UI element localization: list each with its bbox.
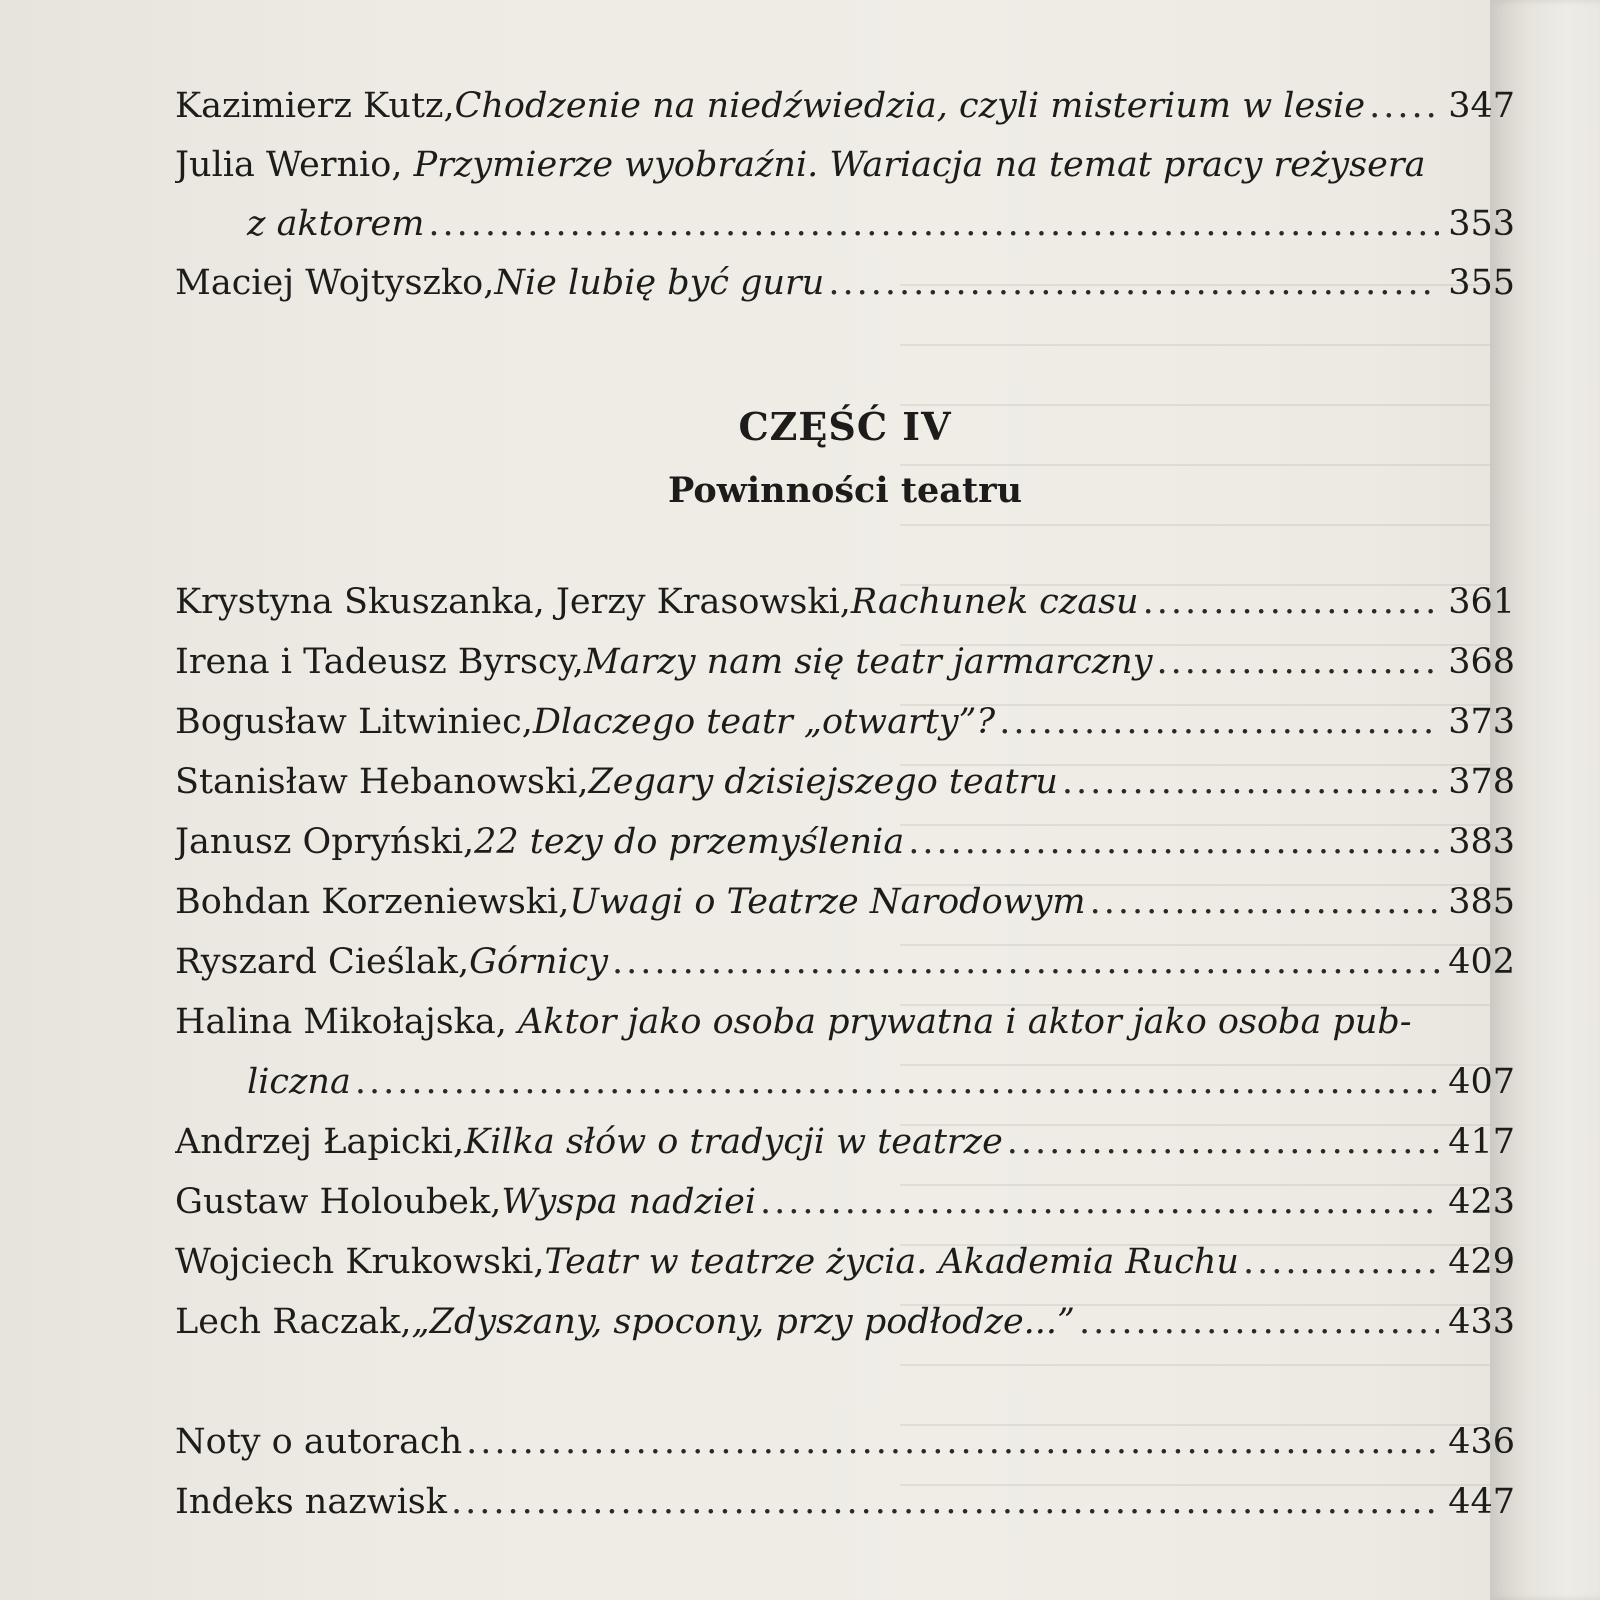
entry-page: 353 bbox=[1448, 204, 1515, 244]
entry-title: Aktor jako osoba prywatna i aktor jako osoba pub- bbox=[517, 1002, 1412, 1042]
toc-entry bbox=[175, 1120, 1515, 1164]
entry-title: Teatr w teatrze życia. Akademia Ruchu bbox=[544, 1242, 1239, 1282]
entry-title: 22 tezy do przemyślenia bbox=[474, 822, 905, 862]
toc-entry bbox=[175, 1000, 1515, 1104]
toc-entry bbox=[175, 640, 1515, 684]
entry-page: 361 bbox=[1448, 582, 1515, 622]
entry-author: Bohdan Korzeniewski, bbox=[175, 882, 570, 922]
entry-author: Lech Raczak, bbox=[175, 1302, 412, 1342]
dot-leader bbox=[1079, 1300, 1439, 1344]
toc-entry bbox=[175, 1180, 1515, 1224]
entry-title: Kilka słów o tradycji w teatrze bbox=[464, 1122, 1003, 1162]
entry-label: Indeks nazwisk bbox=[175, 1482, 447, 1522]
toc-entry bbox=[175, 1240, 1515, 1284]
toc-entry bbox=[175, 760, 1515, 804]
entry-title: Nie lubię być guru bbox=[494, 263, 825, 303]
entry-author: Irena i Tadeusz Byrscy, bbox=[175, 642, 584, 682]
dot-leader bbox=[999, 700, 1439, 744]
entry-title: Zegary dzisiejszego teatru bbox=[588, 762, 1058, 802]
dot-leader bbox=[466, 1420, 1439, 1464]
entry-author: Wojciech Krukowski, bbox=[175, 1242, 545, 1282]
entry-page: 407 bbox=[1448, 1062, 1515, 1102]
toc-entry bbox=[175, 700, 1515, 744]
toc-entry bbox=[175, 261, 1515, 305]
entry-author: Ryszard Cieślak, bbox=[175, 942, 470, 982]
dot-leader bbox=[1369, 84, 1439, 128]
dot-leader bbox=[428, 202, 1439, 246]
entry-page: 433 bbox=[1448, 1302, 1515, 1342]
entry-page: 383 bbox=[1448, 822, 1515, 862]
dot-leader bbox=[355, 1060, 1439, 1104]
entry-author: Stanisław Hebanowski, bbox=[175, 762, 589, 802]
entry-author: Krystyna Skuszanka, Jerzy Krasowski, bbox=[175, 582, 851, 622]
table-of-contents bbox=[175, 0, 1515, 1600]
entry-author: Bogusław Litwiniec, bbox=[175, 702, 533, 742]
entry-page: 368 bbox=[1448, 642, 1515, 682]
entry-author: Halina Mikołajska, bbox=[175, 1002, 518, 1042]
dot-leader bbox=[1243, 1240, 1439, 1284]
entry-page: 373 bbox=[1448, 702, 1515, 742]
entry-title: Wyspa nadziei bbox=[501, 1182, 757, 1222]
entry-page: 417 bbox=[1448, 1122, 1515, 1162]
entry-title-continuation: z aktorem bbox=[247, 204, 425, 244]
entry-page: 423 bbox=[1448, 1182, 1515, 1222]
toc-entry bbox=[175, 940, 1515, 984]
entry-author: Maciej Wojtyszko, bbox=[175, 263, 495, 303]
entry-author: Kazimierz Kutz, bbox=[175, 86, 455, 126]
entry-label: Noty o autorach bbox=[175, 1422, 463, 1462]
entry-page: 385 bbox=[1448, 882, 1515, 922]
entry-author: Andrzej Łapicki, bbox=[175, 1122, 465, 1162]
entry-page: 402 bbox=[1448, 942, 1515, 982]
dot-leader bbox=[612, 940, 1439, 984]
entry-title: „Zdyszany, spocony, przy podłodze...” bbox=[411, 1302, 1075, 1342]
dot-leader bbox=[1157, 640, 1440, 684]
toc-entry-back-matter bbox=[175, 1420, 1515, 1464]
dot-leader bbox=[760, 1180, 1439, 1224]
toc-entry bbox=[175, 820, 1515, 864]
dot-leader bbox=[908, 820, 1439, 864]
dot-leader bbox=[1007, 1120, 1439, 1164]
entry-title: Przymierze wyobraźni. Wariacja na temat pracy reżysera bbox=[413, 145, 1426, 185]
toc-entry bbox=[175, 143, 1515, 246]
entry-author: Gustaw Holoubek, bbox=[175, 1182, 502, 1222]
entry-author: Julia Wernio, bbox=[175, 145, 414, 185]
entry-title-continuation: liczna bbox=[247, 1062, 351, 1102]
entry-page: 378 bbox=[1448, 762, 1515, 802]
dot-leader bbox=[1143, 580, 1439, 624]
toc-entry bbox=[175, 1300, 1515, 1344]
entry-author: Janusz Opryński, bbox=[175, 822, 475, 862]
toc-entry bbox=[175, 84, 1515, 128]
entry-page: 347 bbox=[1448, 86, 1515, 126]
dot-leader bbox=[451, 1480, 1439, 1524]
toc-entry-back-matter bbox=[175, 1480, 1515, 1524]
entry-page: 447 bbox=[1448, 1482, 1515, 1522]
entry-page: 436 bbox=[1448, 1422, 1515, 1462]
entry-title: Dlaczego teatr „otwarty”? bbox=[532, 702, 996, 742]
entry-page: 355 bbox=[1448, 263, 1515, 303]
part-heading: CZĘŚĆ IV bbox=[738, 404, 952, 449]
dot-leader bbox=[1062, 760, 1439, 804]
entry-title: Marzy nam się teatr jarmarczny bbox=[583, 642, 1153, 682]
toc-entry bbox=[175, 580, 1515, 624]
entry-title: Górnicy bbox=[469, 942, 608, 982]
entry-title: Chodzenie na niedźwiedzia, czyli misterium w lesie bbox=[454, 86, 1366, 126]
part-subtitle: Powinności teatru bbox=[667, 470, 1023, 511]
dot-leader bbox=[1090, 880, 1439, 924]
entry-title: Rachunek czasu bbox=[850, 582, 1139, 622]
toc-entry bbox=[175, 880, 1515, 924]
entry-title: Uwagi o Teatrze Narodowym bbox=[569, 882, 1086, 922]
entry-page: 429 bbox=[1448, 1242, 1515, 1282]
dot-leader bbox=[828, 261, 1439, 305]
